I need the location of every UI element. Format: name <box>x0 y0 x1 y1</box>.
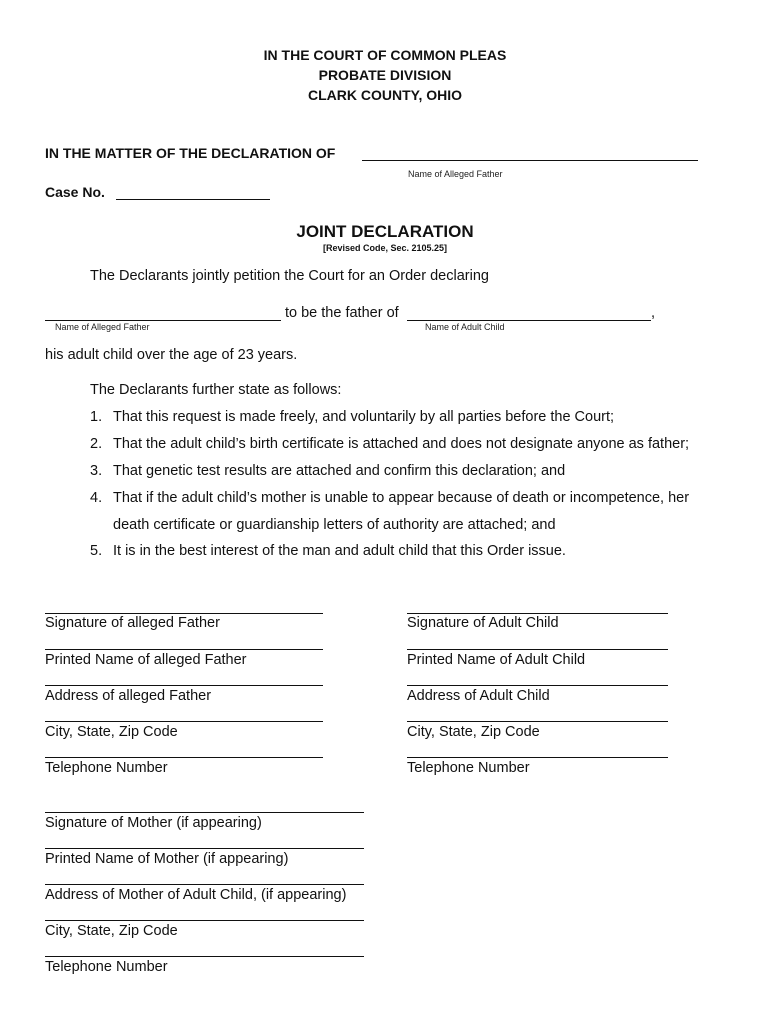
child-name-field[interactable] <box>407 320 651 321</box>
child-address-label: Address of Adult Child <box>407 688 550 704</box>
document-subtitle: [Revised Code, Sec. 2105.25] <box>322 243 448 253</box>
statement-number: 2. <box>90 436 103 452</box>
statement-number: 3. <box>90 463 103 479</box>
father-address-label: Address of alleged Father <box>45 688 212 704</box>
child-city-label: City, State, Zip Code <box>407 724 540 740</box>
mother-printed-name-line[interactable] <box>45 848 364 849</box>
statement-text-continued: death certificate or guardianship letters of authority are attached; and <box>113 517 556 533</box>
alleged-father-caption: Name of Alleged Father <box>408 169 503 179</box>
mother-city-label: City, State, Zip Code <box>45 923 178 939</box>
adult-child-text: his adult child over the age of 23 years. <box>45 347 298 363</box>
father-city-line[interactable] <box>45 721 323 722</box>
child-phone-line[interactable] <box>407 757 668 758</box>
father-printed-name-line[interactable] <box>45 649 323 650</box>
child-signature-line[interactable] <box>407 613 668 614</box>
mother-address-line[interactable] <box>45 884 364 885</box>
to-be-father-text: to be the father of <box>285 305 399 321</box>
child-signature-label: Signature of Adult Child <box>407 615 559 631</box>
mother-city-line[interactable] <box>45 920 364 921</box>
father-phone-line[interactable] <box>45 757 323 758</box>
mother-phone-line[interactable] <box>45 956 364 957</box>
statement-number: 4. <box>90 490 103 506</box>
alleged-father-name-field[interactable] <box>362 160 698 161</box>
statement-text: It is in the best interest of the man and adult child that this Order issue. <box>113 543 566 559</box>
father-caption: Name of Alleged Father <box>55 322 150 332</box>
child-city-line[interactable] <box>407 721 668 722</box>
statements-intro: The Declarants further state as follows: <box>90 382 342 398</box>
document-title: JOINT DECLARATION <box>296 222 474 241</box>
statement-text: That this request is made freely, and voluntarily by all parties before the Court; <box>113 409 615 425</box>
father-signature-label: Signature of alleged Father <box>45 615 220 631</box>
child-printed-name-label: Printed Name of Adult Child <box>407 652 586 668</box>
petition-intro: The Declarants jointly petition the Court for an Order declaring <box>90 268 489 284</box>
comma-text: , <box>651 305 656 321</box>
child-printed-name-line[interactable] <box>407 649 668 650</box>
court-name: IN THE COURT OF COMMON PLEAS <box>263 47 507 63</box>
division-name: PROBATE DIVISION <box>318 67 452 83</box>
father-printed-name-label: Printed Name of alleged Father <box>45 652 247 668</box>
mother-signature-line[interactable] <box>45 812 364 813</box>
statement-text: That the adult child’s birth certificate is attached and does not designate anyone as father; <box>113 436 690 452</box>
child-address-line[interactable] <box>407 685 668 686</box>
statement-text: That if the adult child’s mother is unable to appear because of death or incompetence, her <box>113 490 690 506</box>
father-city-label: City, State, Zip Code <box>45 724 178 740</box>
father-signature-line[interactable] <box>45 613 323 614</box>
mother-signature-label: Signature of Mother (if appearing) <box>45 815 262 831</box>
child-caption: Name of Adult Child <box>425 322 505 332</box>
statement-text: That genetic test results are attached and confirm this declaration; and <box>113 463 566 479</box>
mother-phone-label: Telephone Number <box>45 959 168 975</box>
case-number-field[interactable] <box>116 199 270 200</box>
statement-number: 1. <box>90 409 103 425</box>
father-phone-label: Telephone Number <box>45 760 168 776</box>
county-name: CLARK COUNTY, OHIO <box>308 87 462 103</box>
matter-label: IN THE MATTER OF THE DECLARATION OF <box>45 145 336 161</box>
mother-address-label: Address of Mother of Adult Child, (if appearing) <box>45 887 347 903</box>
case-number-label: Case No. <box>45 184 105 200</box>
statement-number: 5. <box>90 543 103 559</box>
mother-printed-name-label: Printed Name of Mother (if appearing) <box>45 851 289 867</box>
father-address-line[interactable] <box>45 685 323 686</box>
child-phone-label: Telephone Number <box>407 760 530 776</box>
father-name-field[interactable] <box>45 320 281 321</box>
